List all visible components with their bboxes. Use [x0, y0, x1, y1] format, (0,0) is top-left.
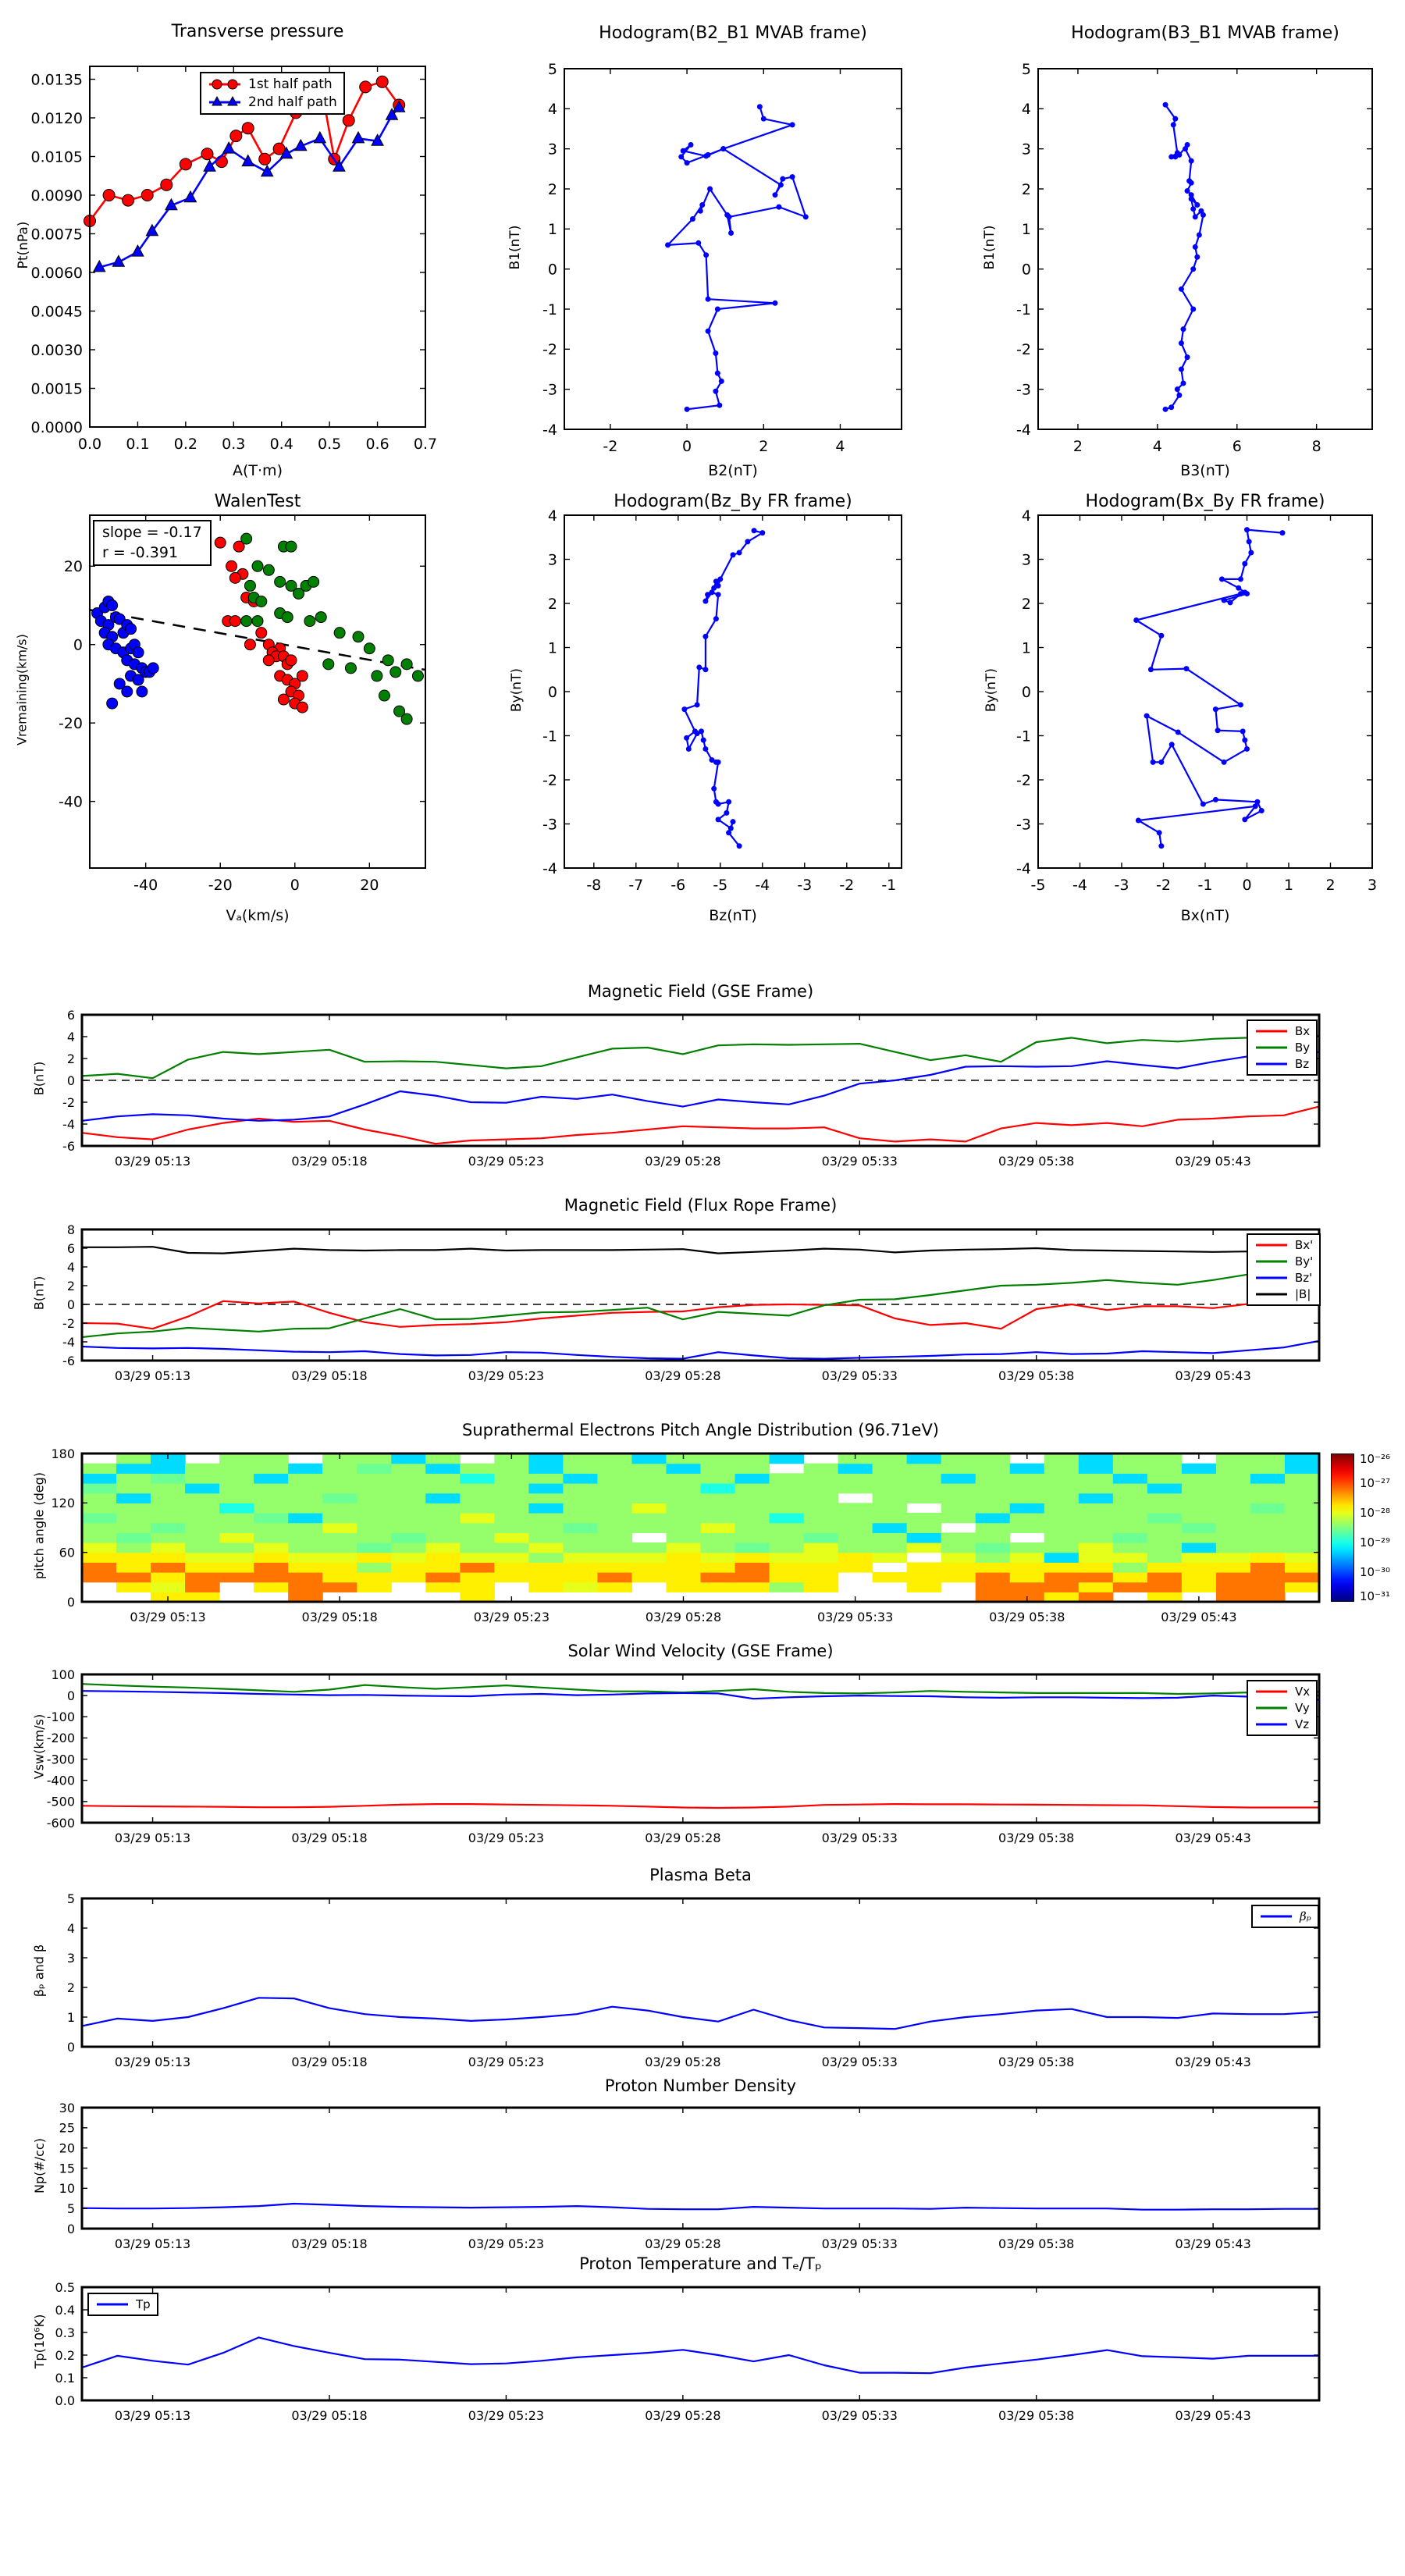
svg-text:-3: -3 [1114, 877, 1129, 894]
legend-swatch-icon [1254, 1254, 1289, 1268]
svg-text:5: 5 [66, 2201, 75, 2216]
svg-text:03/29 05:23: 03/29 05:23 [468, 1154, 545, 1169]
svg-text:1: 1 [547, 639, 557, 657]
svg-text:0.7: 0.7 [413, 436, 438, 453]
svg-text:20: 20 [59, 2140, 75, 2156]
title-hodogram-b2-b1: Hodogram(B2_B1 MVAB frame) [599, 23, 867, 43]
colorbar-tick-label: 10⁻³¹ [1360, 1589, 1391, 1603]
svg-text:03/29 05:18: 03/29 05:18 [291, 1154, 368, 1169]
svg-text:-1: -1 [881, 877, 897, 894]
legend-label: Bz' [1295, 1271, 1313, 1285]
svg-text:-8: -8 [586, 877, 602, 894]
legend-entry [1254, 1057, 1310, 1071]
svg-text:1: 1 [1021, 221, 1031, 239]
hodogram-b2-b1-chart [494, 57, 917, 464]
svg-text:-3: -3 [1016, 381, 1031, 399]
svg-text:03/29 05:28: 03/29 05:28 [645, 2055, 721, 2069]
svg-text:-4: -4 [1016, 859, 1031, 877]
svg-text:03/29 05:38: 03/29 05:38 [998, 2236, 1075, 2251]
y-axis-label-pitch-angle: pitch angle (deg) [31, 1472, 47, 1580]
svg-text:-5: -5 [1030, 877, 1046, 894]
y-axis-label-b1-2: B1(nT) [982, 225, 998, 270]
svg-text:03/29 05:43: 03/29 05:43 [1175, 2408, 1251, 2423]
legend-label: By [1295, 1041, 1311, 1055]
svg-text:-4: -4 [542, 859, 557, 877]
svg-text:4: 4 [547, 101, 557, 119]
svg-text:03/29 05:18: 03/29 05:18 [291, 2055, 368, 2069]
legend-swatch-icon [208, 95, 242, 109]
transverse-pressure-chart [20, 55, 441, 462]
svg-text:0.4: 0.4 [269, 436, 293, 453]
svg-text:3: 3 [1021, 551, 1031, 569]
svg-text:180: 180 [51, 1446, 75, 1461]
x-axis-label-b2: B2(nT) [708, 462, 758, 479]
svg-text:-2: -2 [1156, 877, 1171, 894]
x-axis-label-va: Vₐ(km/s) [226, 907, 290, 924]
legend-entry [1259, 1909, 1311, 1923]
svg-text:30: 30 [59, 2100, 75, 2115]
legend-swatch-icon [1254, 1041, 1289, 1055]
svg-text:03/29 05:13: 03/29 05:13 [130, 1610, 206, 1624]
svg-text:3: 3 [1367, 877, 1378, 894]
svg-text:1: 1 [1021, 639, 1031, 657]
svg-text:6: 6 [66, 1007, 75, 1023]
legend-label: 2nd half path [248, 94, 337, 110]
svg-text:0: 0 [66, 1594, 75, 1610]
walen-test-chart [20, 503, 441, 903]
svg-text:4: 4 [1021, 101, 1031, 119]
svg-text:2: 2 [547, 180, 557, 198]
svg-text:0.0120: 0.0120 [30, 109, 83, 127]
y-axis-label-vremaining: Vremaining(km/s) [14, 634, 30, 745]
svg-text:20: 20 [63, 558, 83, 576]
svg-text:-3: -3 [542, 816, 557, 834]
title-magnetic-field-flux-rope: Magnetic Field (Flux Rope Frame) [564, 1196, 838, 1215]
svg-text:-40: -40 [58, 793, 83, 811]
svg-text:03/29 05:28: 03/29 05:28 [645, 1368, 721, 1383]
svg-text:3: 3 [547, 551, 557, 569]
y-axis-label-by-2: By(nT) [984, 667, 999, 713]
svg-text:0: 0 [1242, 877, 1252, 894]
y-axis-label-bnt-fr: B(nT) [31, 1276, 47, 1311]
legend-entry [1254, 1701, 1310, 1715]
svg-text:-4: -4 [1016, 421, 1031, 439]
svg-text:-3: -3 [1016, 816, 1031, 834]
svg-text:0: 0 [66, 1073, 75, 1088]
legend-entry [1254, 1254, 1313, 1268]
legend-entry [1254, 1024, 1310, 1038]
solar-wind-velocity-chart [12, 1663, 1335, 1858]
svg-text:2: 2 [1072, 438, 1083, 455]
svg-text:03/29 05:38: 03/29 05:38 [998, 1831, 1075, 1845]
svg-text:6: 6 [66, 1240, 75, 1256]
svg-text:03/29 05:38: 03/29 05:38 [989, 1610, 1065, 1624]
svg-text:03/29 05:28: 03/29 05:28 [645, 1831, 721, 1845]
svg-text:-2: -2 [62, 1315, 75, 1331]
svg-text:-5: -5 [713, 877, 728, 894]
proton-number-density-chart [12, 2096, 1335, 2264]
title-proton-temperature: Proton Temperature and Tₑ/Tₚ [579, 2254, 822, 2273]
svg-text:5: 5 [66, 1891, 75, 1906]
svg-text:4: 4 [1152, 438, 1162, 455]
svg-text:-20: -20 [58, 715, 83, 733]
svg-text:03/29 05:23: 03/29 05:23 [468, 2408, 545, 2423]
svg-text:-2: -2 [62, 1094, 75, 1110]
svg-text:0.5: 0.5 [55, 2279, 75, 2295]
svg-text:4: 4 [66, 1029, 75, 1044]
legend-swatch-icon [1254, 1024, 1289, 1038]
svg-text:8: 8 [66, 1222, 75, 1237]
svg-text:03/29 05:28: 03/29 05:28 [645, 1154, 721, 1169]
legend-entry [208, 76, 337, 92]
svg-text:-500: -500 [46, 1794, 75, 1809]
svg-text:0: 0 [682, 438, 692, 455]
svg-text:-4: -4 [542, 421, 557, 439]
svg-text:03/29 05:43: 03/29 05:43 [1175, 1154, 1251, 1169]
svg-text:4: 4 [547, 507, 557, 525]
svg-text:0.0105: 0.0105 [30, 148, 83, 166]
svg-text:-40: -40 [133, 877, 158, 894]
legend-swatch-icon [1254, 1271, 1289, 1285]
svg-text:03/29 05:23: 03/29 05:23 [468, 2236, 545, 2251]
svg-text:0.1: 0.1 [126, 436, 150, 453]
svg-text:-100: -100 [46, 1710, 75, 1725]
legend-label: 1st half path [248, 76, 333, 92]
legend-label: Vy [1295, 1701, 1310, 1715]
svg-text:0.0015: 0.0015 [30, 380, 83, 398]
title-hodogram-bx-by: Hodogram(Bx_By FR frame) [1085, 492, 1325, 511]
legend-swatch-icon [1254, 1287, 1289, 1301]
svg-text:03/29 05:28: 03/29 05:28 [645, 1610, 722, 1624]
y-axis-label-vsw: Vsw(km/s) [31, 1713, 47, 1780]
svg-text:-4: -4 [62, 1334, 75, 1350]
legend-entry [1254, 1287, 1313, 1301]
colorbar-tick-label: 10⁻³⁰ [1360, 1565, 1391, 1579]
svg-text:5: 5 [547, 60, 557, 78]
magnetic-field-gse-chart [12, 1003, 1335, 1181]
legend-entry [95, 2297, 151, 2311]
legend-label: Bz [1295, 1057, 1310, 1071]
legend-swatch-icon [1254, 1701, 1289, 1715]
svg-text:1: 1 [1283, 877, 1294, 894]
svg-text:03/29 05:43: 03/29 05:43 [1175, 2236, 1251, 2251]
legend-label: Vx [1295, 1685, 1311, 1699]
svg-text:0: 0 [66, 2221, 75, 2236]
svg-text:2: 2 [1021, 595, 1031, 613]
svg-text:03/29 05:13: 03/29 05:13 [114, 1154, 191, 1169]
svg-text:0.0000: 0.0000 [30, 418, 83, 436]
plasma-beta-chart [12, 1887, 1335, 2082]
legend-entry [1254, 1238, 1313, 1252]
svg-text:3: 3 [547, 141, 557, 158]
y-axis-label-beta: βₚ and β [31, 1944, 47, 1998]
legend-swatch-icon [1259, 1909, 1293, 1923]
colorbar-tick-label: 10⁻²⁷ [1360, 1476, 1391, 1490]
x-axis-label-b3: B3(nT) [1180, 462, 1230, 479]
svg-text:2: 2 [66, 1278, 75, 1293]
svg-text:0: 0 [1021, 683, 1031, 701]
svg-text:0.3: 0.3 [55, 2325, 75, 2340]
hodogram-bx-by-chart [968, 503, 1388, 903]
svg-text:03/29 05:33: 03/29 05:33 [821, 1154, 898, 1169]
hodogram-b3-b1-chart [968, 57, 1388, 464]
svg-text:0: 0 [66, 2039, 75, 2055]
colorbar-labels [1360, 1453, 1405, 1602]
legend-swatch-icon [208, 77, 242, 91]
svg-text:0.2: 0.2 [173, 436, 197, 453]
svg-text:10: 10 [59, 2181, 75, 2197]
svg-text:03/29 05:23: 03/29 05:23 [468, 1368, 545, 1383]
legend-proton-temperature [87, 2293, 158, 2316]
svg-text:03/29 05:33: 03/29 05:33 [821, 1368, 898, 1383]
svg-text:03/29 05:23: 03/29 05:23 [468, 2055, 545, 2069]
y-axis-label-by: By(nT) [509, 667, 525, 713]
legend-solar-wind-velocity [1247, 1680, 1318, 1736]
svg-text:-3: -3 [542, 381, 557, 399]
svg-text:-2: -2 [603, 438, 618, 455]
svg-text:03/29 05:43: 03/29 05:43 [1175, 1831, 1251, 1845]
svg-text:20: 20 [360, 877, 379, 894]
svg-text:0.0060: 0.0060 [30, 264, 83, 282]
title-solar-wind-velocity: Solar Wind Velocity (GSE Frame) [567, 1642, 834, 1660]
svg-text:-300: -300 [46, 1752, 75, 1767]
svg-text:0: 0 [1021, 261, 1031, 279]
svg-text:03/29 05:13: 03/29 05:13 [114, 2236, 191, 2251]
legend-label: Tp [136, 2297, 151, 2311]
colorbar-tick-label: 10⁻²⁹ [1360, 1535, 1391, 1550]
legend-swatch-icon [1254, 1238, 1289, 1252]
title-transverse-pressure: Transverse pressure [171, 22, 344, 41]
colorbar-tick-label: 10⁻²⁶ [1360, 1452, 1391, 1466]
y-axis-label-pt: Pt(nPa) [16, 221, 31, 269]
svg-text:4: 4 [835, 438, 845, 455]
title-hodogram-b3-b1: Hodogram(B3_B1 MVAB frame) [1071, 23, 1339, 43]
walen-annotation-box [93, 520, 212, 566]
svg-text:03/29 05:38: 03/29 05:38 [998, 2408, 1075, 2423]
svg-text:0: 0 [73, 636, 83, 654]
svg-text:-1: -1 [1016, 301, 1031, 318]
legend-entry [1254, 1685, 1310, 1699]
svg-text:03/29 05:18: 03/29 05:18 [291, 1368, 368, 1383]
legend-swatch-icon [95, 2297, 130, 2311]
svg-text:8: 8 [1311, 438, 1321, 455]
svg-text:03/29 05:13: 03/29 05:13 [114, 1368, 191, 1383]
legend-transverse-pressure [200, 72, 345, 115]
legend-magnetic-field-flux-rope [1247, 1233, 1321, 1306]
svg-text:0: 0 [547, 683, 557, 701]
svg-text:03/29 05:28: 03/29 05:28 [645, 2408, 721, 2423]
svg-text:03/29 05:33: 03/29 05:33 [816, 1610, 894, 1624]
title-hodogram-bz-by: Hodogram(Bz_By FR frame) [614, 492, 852, 511]
svg-text:2: 2 [1325, 877, 1336, 894]
svg-text:100: 100 [51, 1667, 75, 1682]
svg-text:6: 6 [1232, 438, 1242, 455]
svg-text:-2: -2 [1016, 771, 1031, 789]
colorbar [1331, 1453, 1354, 1602]
svg-text:0.0090: 0.0090 [30, 187, 83, 205]
svg-text:03/29 05:13: 03/29 05:13 [114, 1831, 191, 1845]
svg-text:03/29 05:28: 03/29 05:28 [645, 2236, 721, 2251]
svg-text:2: 2 [547, 595, 557, 613]
svg-text:-2: -2 [839, 877, 855, 894]
svg-text:60: 60 [59, 1545, 75, 1560]
legend-label: By' [1295, 1254, 1314, 1268]
legend-label: Bx [1295, 1024, 1311, 1038]
walen-slope-text: slope = -0.17 [102, 524, 202, 541]
svg-text:03/29 05:18: 03/29 05:18 [291, 2236, 368, 2251]
svg-text:03/29 05:18: 03/29 05:18 [291, 2408, 368, 2423]
svg-text:4: 4 [1021, 507, 1031, 525]
svg-text:0.6: 0.6 [365, 436, 389, 453]
svg-text:2: 2 [66, 1980, 75, 1995]
svg-text:03/29 05:13: 03/29 05:13 [114, 2055, 191, 2069]
svg-text:-4: -4 [755, 877, 770, 894]
svg-text:03/29 05:38: 03/29 05:38 [998, 1154, 1075, 1169]
legend-swatch-icon [1254, 1057, 1289, 1071]
svg-text:2: 2 [1021, 180, 1031, 198]
svg-text:-600: -600 [46, 1815, 75, 1831]
svg-text:-3: -3 [797, 877, 813, 894]
svg-text:03/29 05:23: 03/29 05:23 [468, 1831, 545, 1845]
svg-text:15: 15 [59, 2161, 75, 2176]
svg-text:03/29 05:38: 03/29 05:38 [998, 1368, 1075, 1383]
svg-text:03/29 05:23: 03/29 05:23 [473, 1610, 550, 1624]
svg-text:-200: -200 [46, 1731, 75, 1746]
legend-plasma-beta [1251, 1905, 1319, 1928]
svg-text:0: 0 [66, 1688, 75, 1703]
svg-text:0.0030: 0.0030 [30, 341, 83, 359]
svg-text:25: 25 [59, 2120, 75, 2136]
legend-label: Vz [1295, 1717, 1310, 1731]
svg-text:0.2: 0.2 [55, 2347, 75, 2363]
legend-entry [208, 94, 337, 110]
svg-text:03/29 05:33: 03/29 05:33 [821, 1831, 898, 1845]
legend-magnetic-field-gse [1247, 1019, 1318, 1076]
legend-entry [1254, 1271, 1313, 1285]
legend-label: βₚ [1300, 1909, 1311, 1923]
svg-text:03/29 05:43: 03/29 05:43 [1175, 2055, 1251, 2069]
svg-text:-1: -1 [1016, 728, 1031, 745]
svg-text:4: 4 [66, 1920, 75, 1936]
svg-text:03/29 05:38: 03/29 05:38 [998, 2055, 1075, 2069]
svg-text:-1: -1 [542, 301, 557, 318]
title-pitch-angle-distribution: Suprathermal Electrons Pitch Angle Distribution (96.71eV) [462, 1421, 939, 1439]
title-plasma-beta: Plasma Beta [649, 1866, 752, 1884]
svg-text:03/29 05:43: 03/29 05:43 [1161, 1610, 1237, 1624]
x-axis-label-bx: Bx(nT) [1180, 907, 1230, 924]
svg-text:0.5: 0.5 [318, 436, 342, 453]
svg-text:0.4: 0.4 [55, 2302, 75, 2318]
y-axis-label-tp: Tp(10⁶K) [32, 2314, 47, 2369]
walen-r-text: r = -0.391 [102, 543, 179, 561]
svg-text:0: 0 [66, 1297, 75, 1312]
svg-text:-400: -400 [46, 1773, 75, 1788]
svg-text:03/29 05:33: 03/29 05:33 [821, 2408, 898, 2423]
svg-text:-1: -1 [1197, 877, 1213, 894]
proton-temperature-chart [12, 2275, 1335, 2435]
colorbar-tick-label: 10⁻²⁸ [1360, 1506, 1391, 1520]
svg-text:03/29 05:18: 03/29 05:18 [301, 1610, 378, 1624]
svg-text:3: 3 [1021, 141, 1031, 158]
svg-text:-20: -20 [208, 877, 233, 894]
title-walen-test: WalenTest [214, 492, 301, 511]
svg-text:0.0: 0.0 [77, 436, 102, 453]
legend-label: |B| [1295, 1287, 1311, 1301]
legend-entry [1254, 1717, 1310, 1731]
svg-text:-4: -4 [62, 1116, 75, 1132]
svg-text:-2: -2 [542, 341, 557, 359]
svg-text:0.0045: 0.0045 [30, 303, 83, 321]
svg-text:03/29 05:13: 03/29 05:13 [114, 2408, 191, 2423]
svg-text:-2: -2 [1016, 341, 1031, 359]
svg-text:-4: -4 [1072, 877, 1087, 894]
svg-text:0.0135: 0.0135 [30, 71, 83, 89]
y-axis-label-np: Np(#/cc) [32, 2138, 47, 2194]
x-axis-label-bz: Bz(nT) [709, 907, 757, 924]
svg-text:4: 4 [66, 1259, 75, 1275]
legend-swatch-icon [1254, 1717, 1289, 1731]
magnetic-field-flux-rope-chart [12, 1218, 1335, 1396]
svg-text:0.1: 0.1 [55, 2370, 75, 2386]
legend-label: Bx' [1295, 1238, 1314, 1252]
pitch-angle-heatmap [12, 1442, 1335, 1637]
x-axis-label-a: A(T·m) [233, 462, 283, 479]
svg-text:-2: -2 [542, 771, 557, 789]
svg-text:5: 5 [1021, 60, 1031, 78]
title-magnetic-field-gse: Magnetic Field (GSE Frame) [587, 982, 814, 1001]
svg-text:-1: -1 [542, 728, 557, 745]
y-axis-label-b1: B1(nT) [507, 225, 523, 270]
svg-text:2: 2 [759, 438, 769, 455]
svg-text:03/29 05:33: 03/29 05:33 [821, 2236, 898, 2251]
svg-text:3: 3 [66, 1950, 75, 1966]
svg-text:0: 0 [290, 877, 300, 894]
y-axis-label-bnt-gse: B(nT) [31, 1061, 47, 1096]
svg-text:0.0: 0.0 [55, 2393, 75, 2408]
title-proton-number-density: Proton Number Density [604, 2076, 797, 2095]
svg-text:03/29 05:33: 03/29 05:33 [821, 2055, 898, 2069]
svg-text:03/29 05:43: 03/29 05:43 [1175, 1368, 1251, 1383]
svg-text:-6: -6 [62, 1353, 75, 1368]
svg-text:120: 120 [51, 1496, 75, 1511]
svg-text:0: 0 [547, 261, 557, 279]
hodogram-bz-by-chart [494, 503, 917, 903]
svg-text:-7: -7 [628, 877, 644, 894]
svg-text:-6: -6 [670, 877, 686, 894]
svg-text:1: 1 [66, 2009, 75, 2025]
svg-text:-6: -6 [62, 1138, 75, 1154]
svg-text:2: 2 [66, 1051, 75, 1066]
legend-entry [1254, 1041, 1310, 1055]
svg-text:03/29 05:18: 03/29 05:18 [291, 1831, 368, 1845]
svg-text:0.3: 0.3 [222, 436, 246, 453]
svg-text:1: 1 [547, 221, 557, 239]
svg-text:0.0075: 0.0075 [30, 226, 83, 244]
legend-swatch-icon [1254, 1685, 1289, 1699]
